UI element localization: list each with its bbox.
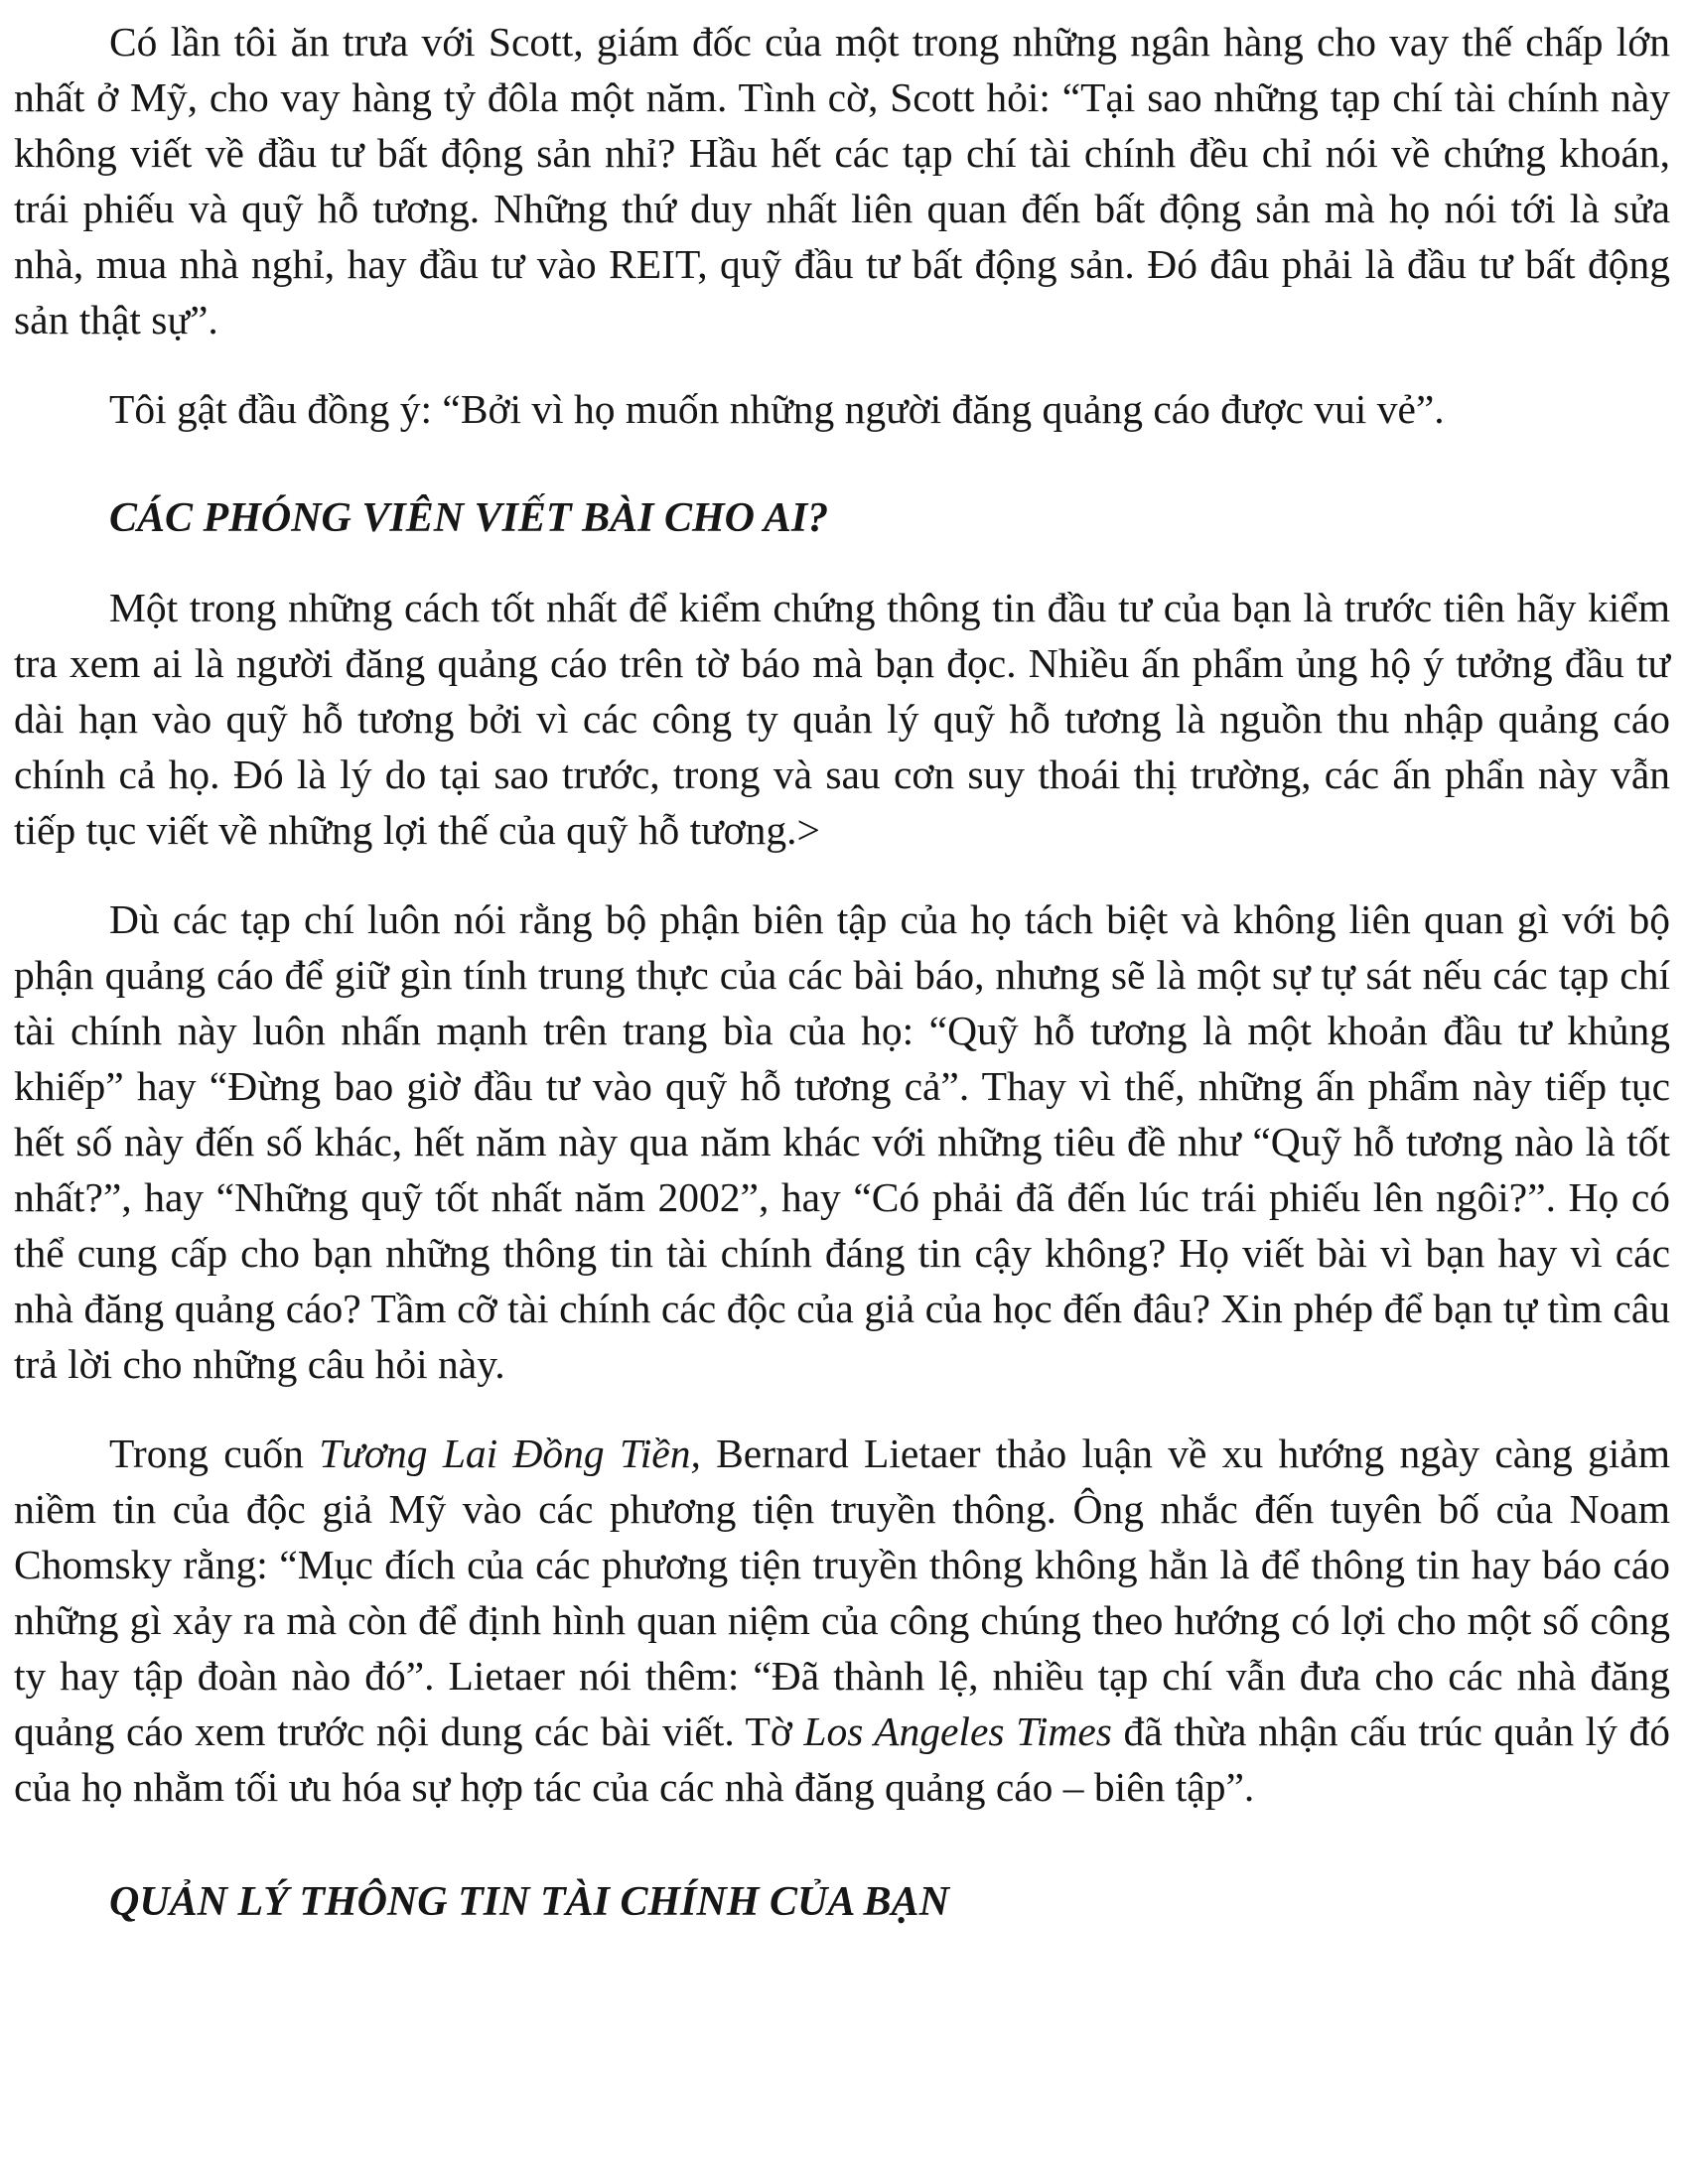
lietaer-text-1: Trong cuốn	[109, 1431, 320, 1476]
lietaer-text-3: đã thừa nhận cấu trúc quản lý đó của họ nhằm tối ưu hóa sự hợp tác của các nhà đăng quảng cáo – biên tập”.	[14, 1708, 1670, 1810]
newspaper-name: Los Angeles Times	[803, 1708, 1112, 1754]
lietaer-text-2: Bernard Lietaer thảo luận về xu hướng ngày càng giảm niềm tin của độc giả Mỹ vào các phương tiện truyền thông. Ông nhắc đến tuyên bố của Noam Chomsky rằng: “Mục đích của các phương tiện truyền thông không hẳn là để thông tin hay báo cáo những gì xảy ra mà còn để định hình quan niệm của công chúng theo hướng có lợi cho một số công ty hay tập đoàn nào đó”. Lietaer nói thêm: “Đã thành lệ, nhiều tạp chí vẫn đưa cho các nhà đăng quảng cáo xem trước nội dung các bài viết. Tờ	[14, 1431, 1670, 1754]
document-page	[14, 14, 1670, 1964]
paragraph-check-advertisers: Một trong những cách tốt nhất để kiểm chứng thông tin đầu tư của bạn là trước tiên hãy kiểm tra xem ai là người đăng quảng cáo trên tờ báo mà bạn đọc. Nhiều ấn phẩm ủng hộ ý tưởng đầu tư dài hạn vào quỹ hỗ tương bởi vì các công ty quản lý quỹ hỗ tương là nguồn thu nhập quảng cáo chính cả họ. Đó là lý do tại sao trước, trong và sau cơn suy thoái thị trường, các ấn phẩn này vẫn tiếp tục viết về những lợi thế của quỹ hỗ tương.>	[14, 585, 1670, 853]
paragraph-scott-lunch: Có lần tôi ăn trưa với Scott, giám đốc của một trong những ngân hàng cho vay thế chấp lớn nhất ở Mỹ, cho vay hàng tỷ đôla một năm. Tình cờ, Scott hỏi: “Tại sao những tạp chí tài chính này không viết về đầu tư bất động sản nhỉ? Hầu hết các tạp chí tài chính đều chỉ nói về chứng khoán, trái phiếu và quỹ hỗ tương. Những thứ duy nhất liên quan đến bất động sản mà họ nói tới là sửa nhà, mua nhà nghỉ, hay đầu tư vào REIT, quỹ đầu tư bất động sản. Đó đâu phải là đầu tư bất động sản thật sự”.	[14, 19, 1670, 342]
book-title: Tương Lai Đồng Tiền,	[319, 1431, 701, 1476]
heading-reporters: CÁC PHÓNG VIÊN VIẾT BÀI CHO AI?	[109, 495, 829, 541]
paragraph-lietaer	[14, 1426, 1670, 1815]
paragraph-editorial-independence: Dù các tạp chí luôn nói rằng bộ phận biên tập của họ tách biệt và không liên quan gì với bộ phận quảng cáo để giữ gìn tính trung thực của các bài báo, nhưng sẽ là một sự tự sát nếu các tạp chí tài chính này luôn nhấn mạnh trên trang bìa của họ: “Quỹ hỗ tương là một khoản đầu tư khủng khiếp” hay “Đừng bao giờ đầu tư vào quỹ hỗ tương cả”. Thay vì thế, những ấn phẩm này tiếp tục hết số này đến số khác, hết năm này qua năm khác với những tiêu đề như “Quỹ hỗ tương nào là tốt nhất?”, hay “Những quỹ tốt nhất năm 2002”, hay “Có phải đã đến lúc trái phiếu lên ngôi?”. Họ có thể cung cấp cho bạn những thông tin tài chính đáng tin cậy không? Họ viết bài vì bạn hay vì các nhà đăng quảng cáo? Tầm cỡ tài chính các độc của giả của học đến đâu? Xin phép để bạn tự tìm câu trả lời cho những câu hỏi này.	[14, 896, 1670, 1387]
paragraph-agree: Tôi gật đầu đồng ý: “Bởi vì họ muốn những người đăng quảng cáo được vui vẻ”.	[109, 386, 1445, 432]
heading-manage-info: QUẢN LÝ THÔNG TIN TÀI CHÍNH CỦA BẠN	[109, 1879, 949, 1925]
